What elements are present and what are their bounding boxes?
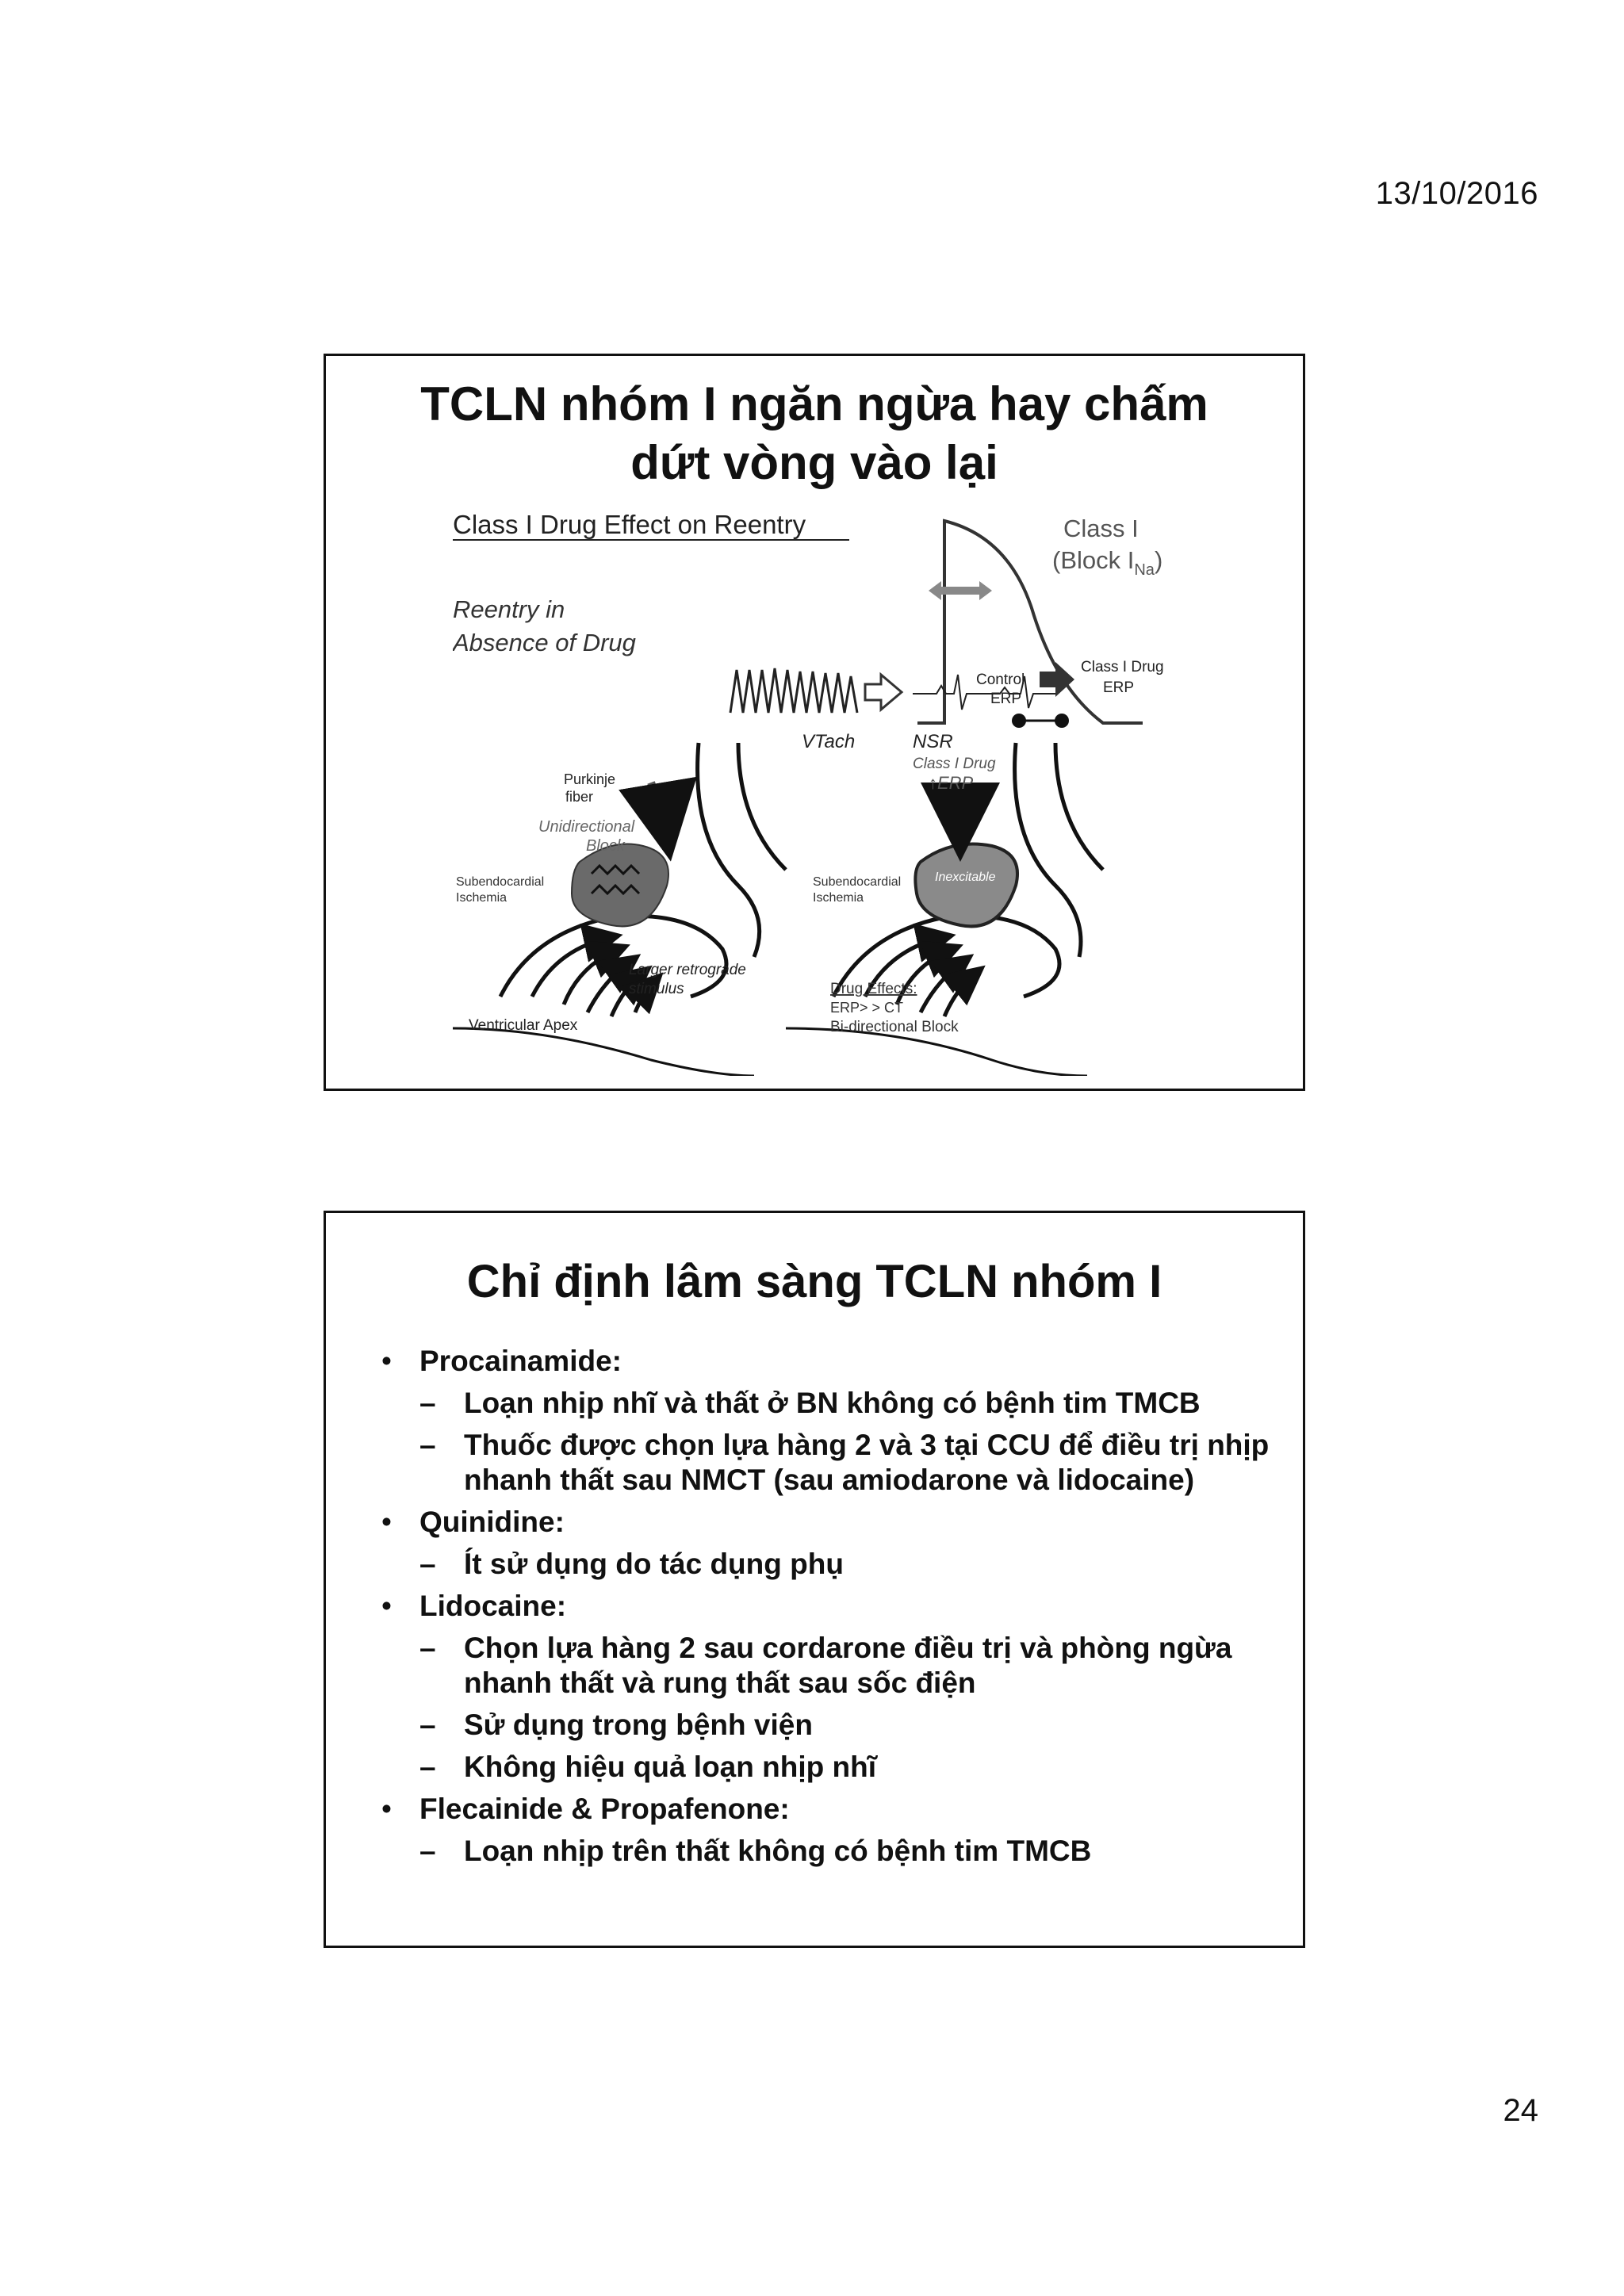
bullet-icon: • [381,1345,392,1377]
sub-list-item [419,1547,1279,1582]
sub-list-item [419,1708,1279,1743]
sub-list-item [419,1386,1279,1421]
inexcitable-label: Inexcitable [935,871,996,884]
sub-list-item [419,1834,1279,1869]
vtach-trace [730,668,857,713]
conversion-arrow [865,675,902,710]
reentry-label-line-1: Reentry in [453,595,565,623]
list-item [375,1792,1279,1869]
control-erp-line-2: ERP [990,691,1022,707]
drug-name: Procainamide: [419,1345,622,1377]
slide-title-line-2: dứt vòng vào lại [630,436,998,489]
subendo-right-line-1: Subendocardial [813,875,902,889]
dash-icon: – [419,1709,436,1741]
bullet-icon: • [381,1506,392,1538]
indication-list [375,1337,1279,1869]
sub-item-text: Sử dụng trong bệnh viện [464,1709,813,1741]
dash-icon: – [419,1387,436,1419]
dash-icon: – [419,1751,436,1783]
sub-item-text: Loạn nhịp nhĩ và thất ở BN không có bệnh tim TMCB [464,1387,1201,1419]
subendo-left-line-2: Ischemia [456,891,508,905]
retrograde-label-line-1: Larger retrograde [629,962,746,978]
class-i-label-line-1: Class I [1063,515,1139,542]
page-date: 13/10/2016 [1375,176,1538,211]
dash-icon: – [419,1632,436,1664]
unidirectional-label-line-2: Block [586,837,625,855]
slide-clinical-indications [324,1211,1305,1948]
purkinje-label-line-1: Purkinje [564,771,616,787]
subendo-right-line-2: Ischemia [813,891,864,905]
dash-icon: – [419,1835,436,1867]
drug-name: Flecainide & Propafenone: [419,1793,790,1825]
subendo-left-line-1: Subendocardial [456,875,545,889]
figure-caption: Class I Drug Effect on Reentry [453,510,806,539]
sub-item-text: Thuốc được chọn lựa hàng 2 và 3 tại CCU để điều trị nhịp nhanh thất sau NMCT (sau amiodarone và lidocaine) [464,1429,1270,1496]
list-item [375,1344,1279,1498]
drug-effects-line-1: ERP> > CT [830,1000,904,1016]
slide-reentry [324,354,1305,1091]
drug-effects-title: Drug Effects: [830,981,917,997]
drug-name: Lidocaine: [419,1590,567,1622]
retrograde-label-line-2: stimulus [629,981,684,997]
dash-icon: – [419,1429,436,1461]
nsr-label: NSR [913,731,953,752]
reentry-label-line-2: Absence of Drug [453,629,636,656]
sub-list [419,1547,1279,1582]
bullet-icon: • [381,1590,392,1622]
sub-list [419,1631,1279,1785]
sub-list-item [419,1750,1279,1785]
class-i-drug-line-1: Class I Drug [1081,659,1164,675]
bullet-icon: • [381,1793,392,1825]
sub-list-item [419,1631,1279,1701]
list-item [375,1505,1279,1582]
sub-item-text: Không hiệu quả loạn nhịp nhĩ [464,1751,876,1783]
class-i-drug-line-2: ERP [1103,679,1135,696]
ventricular-apex-label: Ventricular Apex [469,1017,578,1034]
slide-title-line-1: TCLN nhóm I ngăn ngừa hay chấm [420,377,1208,430]
vtach-label: VTach [802,731,856,752]
sub-item-text: Loạn nhịp trên thất không có bệnh tim TMCB [464,1835,1092,1867]
page-number: 24 [1503,2093,1538,2128]
reentry-figure [453,505,1198,1076]
unidirectional-label-line-1: Unidirectional [538,818,635,836]
sub-list [419,1834,1279,1869]
list-item [375,1589,1279,1785]
class-i-drug-erp-line-2: ↑ERP [929,773,974,793]
class-i-label-line-2: (Block $I_{Na}$) [1052,546,1163,579]
control-erp-line-1: Control [976,672,1025,688]
sub-list [419,1386,1279,1498]
sub-item-text: Chọn lựa hàng 2 sau cordarone điều trị và phòng ngừa nhanh thất và rung thất sau sốc điện [464,1632,1232,1699]
drug-effects-line-2: Bi-directional Block [830,1019,959,1035]
slide-title [326,375,1303,492]
slide-title: Chỉ định lâm sàng TCLN nhóm I [466,1256,1162,1307]
drug-name: Quinidine: [419,1506,565,1538]
sub-list-item [419,1428,1279,1498]
dash-icon: – [419,1548,436,1580]
sub-item-text: Ít sử dụng do tác dụng phụ [464,1548,844,1580]
class-i-drug-erp-line-1: Class I Drug [913,756,996,772]
purkinje-label-line-2: fiber [565,789,594,805]
